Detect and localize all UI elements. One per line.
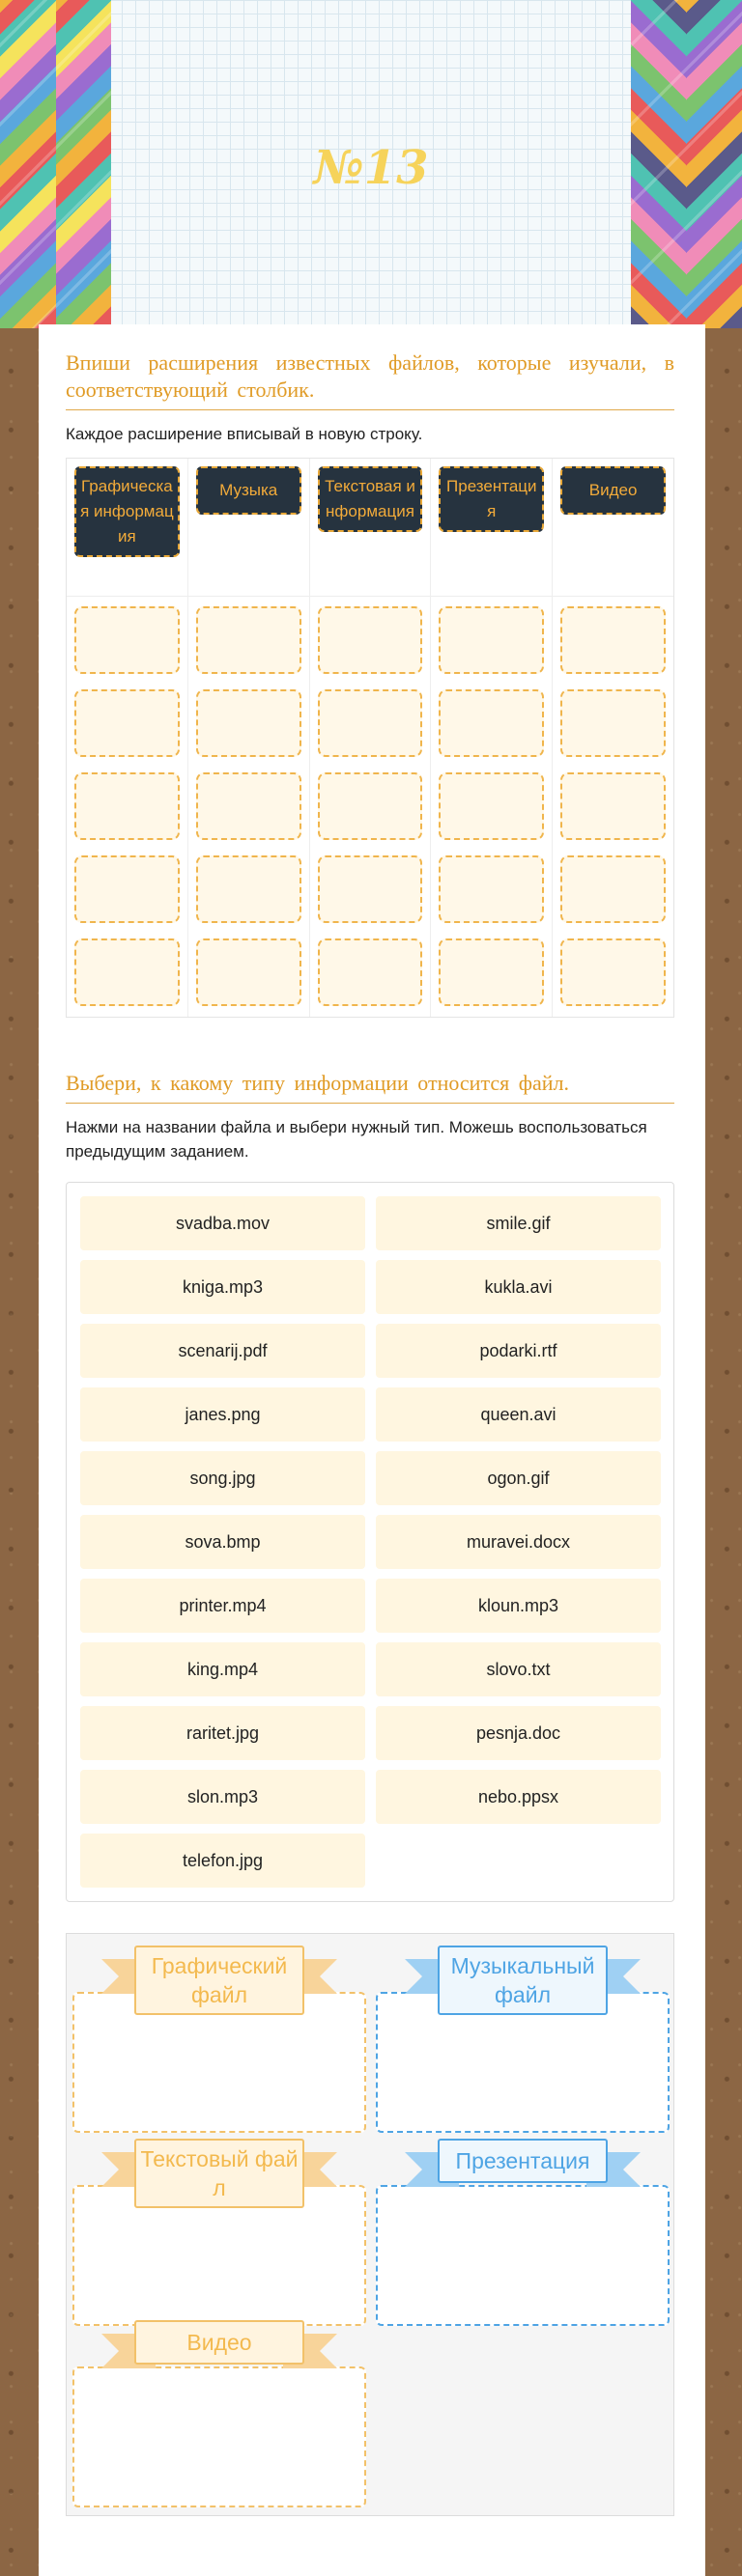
column-header: Текстовая информация	[318, 466, 423, 532]
category-label: Презентация	[438, 2139, 608, 2183]
file-list	[66, 1182, 674, 1902]
input-slot[interactable]	[439, 938, 544, 1006]
column-header: Видео	[560, 466, 666, 515]
file-button[interactable]: podarki.rtf	[376, 1324, 661, 1378]
file-button[interactable]: queen.avi	[376, 1387, 661, 1442]
drop-zone-presentation[interactable]	[376, 2185, 670, 2326]
table-column	[310, 459, 432, 1017]
category-presentation	[376, 2139, 670, 2326]
input-slot[interactable]	[196, 772, 301, 840]
category-text	[72, 2139, 366, 2326]
file-button[interactable]: king.mp4	[80, 1642, 365, 1696]
input-slot[interactable]	[439, 772, 544, 840]
file-button[interactable]: muravei.docx	[376, 1515, 661, 1569]
table-column	[67, 459, 188, 1017]
file-button[interactable]: slon.mp3	[80, 1770, 365, 1824]
file-button[interactable]: pesnja.doc	[376, 1706, 661, 1760]
file-button[interactable]: scenarij.pdf	[80, 1324, 365, 1378]
column-header: Презентация	[439, 466, 544, 532]
file-button[interactable]: kloun.mp3	[376, 1579, 661, 1633]
section-instruction: Нажми на названии файла и выбери нужный тип. Можешь воспользоваться предыдущим заданием.	[66, 1118, 647, 1161]
file-button[interactable]: song.jpg	[80, 1451, 365, 1505]
input-slot[interactable]	[439, 689, 544, 757]
category-label: Текстовый файл	[134, 2139, 304, 2208]
category-label: Видео	[134, 2320, 304, 2365]
file-button[interactable]: slovo.txt	[376, 1642, 661, 1696]
table-column	[431, 459, 553, 1017]
input-slot[interactable]	[74, 606, 180, 674]
column-header: Музыка	[196, 466, 301, 515]
file-button[interactable]: printer.mp4	[80, 1579, 365, 1633]
drop-zone-video[interactable]	[72, 2366, 366, 2507]
worksheet-card	[39, 324, 705, 2576]
section-file-types	[66, 1070, 674, 1163]
input-slot[interactable]	[74, 855, 180, 923]
category-music	[376, 1946, 670, 2133]
file-button[interactable]: smile.gif	[376, 1196, 661, 1250]
category-label: Графический файл	[134, 1946, 304, 2015]
divider	[66, 409, 674, 410]
file-button[interactable]: telefon.jpg	[80, 1834, 365, 1888]
input-slot[interactable]	[74, 938, 180, 1006]
table-column	[188, 459, 310, 1017]
input-slot[interactable]	[196, 938, 301, 1006]
category-video	[72, 2320, 366, 2507]
file-button[interactable]: sova.bmp	[80, 1515, 365, 1569]
input-slot[interactable]	[560, 855, 666, 923]
file-button[interactable]: janes.png	[80, 1387, 365, 1442]
divider	[66, 1103, 674, 1104]
table-column	[553, 459, 673, 1017]
input-slot[interactable]	[196, 606, 301, 674]
input-slot[interactable]	[318, 772, 423, 840]
input-slot[interactable]	[74, 772, 180, 840]
input-slot[interactable]	[318, 855, 423, 923]
input-slot[interactable]	[196, 689, 301, 757]
file-button[interactable]: nebo.ppsx	[376, 1770, 661, 1824]
file-button[interactable]: svadba.mov	[80, 1196, 365, 1250]
category-drop-zones	[66, 1933, 674, 2516]
file-button[interactable]: ogon.gif	[376, 1451, 661, 1505]
input-slot[interactable]	[196, 855, 301, 923]
input-slot[interactable]	[560, 938, 666, 1006]
file-button[interactable]: kukla.avi	[376, 1260, 661, 1314]
input-slot[interactable]	[439, 855, 544, 923]
page-header	[0, 0, 742, 328]
extension-table	[66, 458, 674, 1018]
input-slot[interactable]	[560, 606, 666, 674]
section-extensions	[66, 350, 674, 446]
input-slot[interactable]	[318, 606, 423, 674]
section-title: Впиши расширения известных файлов, которые изучали, в соответствующий столбик.	[66, 350, 674, 402]
input-slot[interactable]	[560, 689, 666, 757]
category-label: Музыкальный файл	[438, 1946, 608, 2015]
input-slot[interactable]	[318, 689, 423, 757]
task-number: №13	[313, 141, 429, 195]
input-slot[interactable]	[439, 606, 544, 674]
file-button[interactable]: raritet.jpg	[80, 1706, 365, 1760]
category-graphic	[72, 1946, 366, 2133]
section-title: Выбери, к какому типу информации относится файл.	[66, 1071, 569, 1095]
input-slot[interactable]	[74, 689, 180, 757]
input-slot[interactable]	[560, 772, 666, 840]
section-instruction: Каждое расширение вписывай в новую строку.	[66, 425, 423, 443]
column-header: Графическая информация	[74, 466, 180, 557]
input-slot[interactable]	[318, 938, 423, 1006]
file-button[interactable]: kniga.mp3	[80, 1260, 365, 1314]
